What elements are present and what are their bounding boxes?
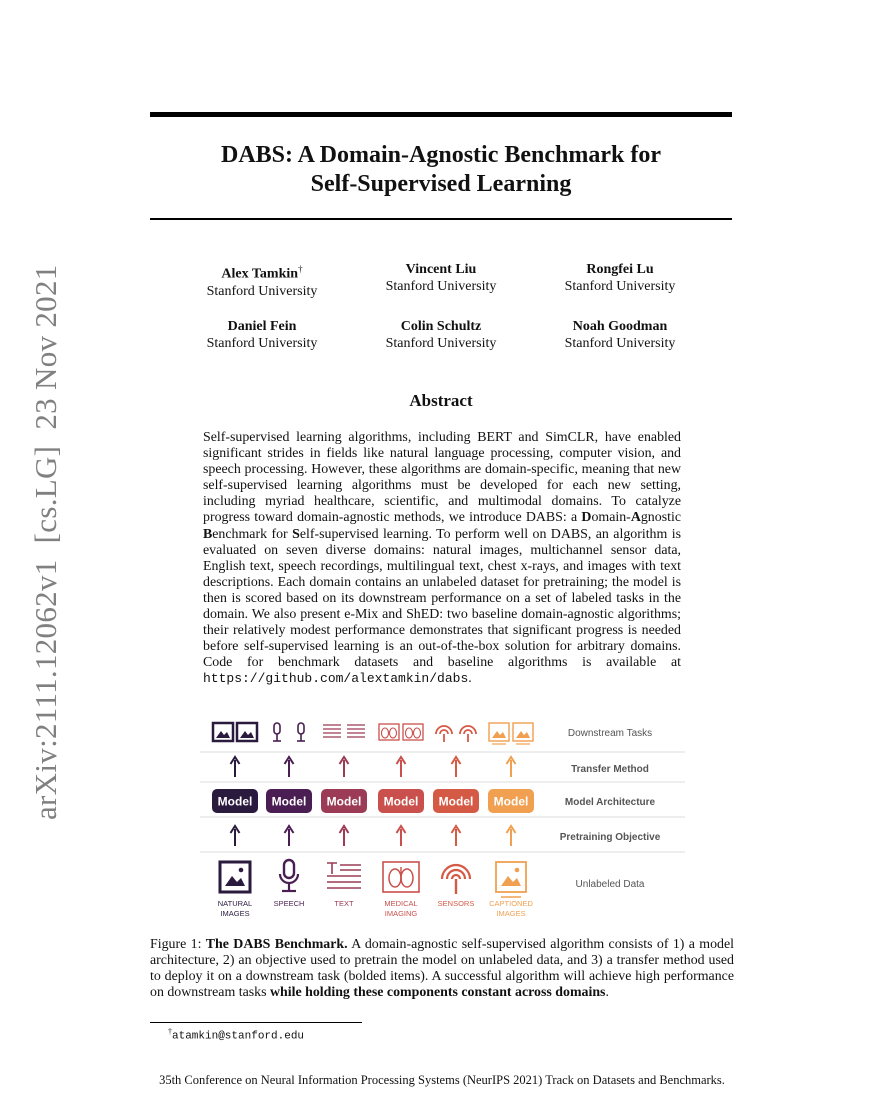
model-box	[321, 789, 367, 813]
conference-note: 35th Conference on Neural Information Processing Systems (NeurIPS 2021) Track on Datasets and Benchmarks.	[159, 1073, 725, 1087]
model-box	[266, 789, 312, 813]
author-name: Colin Schultz	[400, 319, 482, 334]
figure-row-label: Transfer Method	[571, 764, 649, 775]
abstract-body: Self-supervised learning algorithms, including BERT and SimCLR, have enabled significant strides in fields like natural language processing, computer vision, and speech processing. However, these algorithms are domain-specific, meaning that new self-supervised learning algorithms must be developed for each new setting, including myriad healthcare, scientific, and multimodal domains. To catalyze progress toward domain-agnostic methods, we introduce DABS: a Domain-Agnostic Benchmark for Self-supervised learning. To perform well on DABS, an algorithm is evaluated on seven diverse domains: natural images, multichannel sensor data, English text, speech recordings, multilingual text, chest x-rays, and images with text descriptions. Each domain contains an unlabeled dataset for pretraining; the model is then is scored based on its downstream performance on a set of labeled tasks in the domain. We also present e-Mix and ShED: two baseline domain-agnostic algorithms; their relatively modest performance demonstrates that significant progress is needed before self-supervised learning is an out-of-the-box solution for arbitrary domains. Code for benchmark datasets and baseline algorithms is available at https://github.com/alextamkin/dabs.	[203, 430, 682, 687]
author-name: Alex Tamkin	[221, 266, 299, 282]
author-name: Daniel Fein	[227, 319, 297, 334]
domain-label: IMAGES	[496, 909, 526, 918]
dabs-benchmark-figure	[200, 712, 700, 927]
author-name: Vincent Liu	[405, 262, 477, 277]
author-affiliation: Stanford University	[385, 279, 497, 294]
model-box	[212, 789, 258, 813]
author-affiliation: Stanford University	[564, 279, 676, 294]
domain-label: SENSORS	[437, 899, 475, 908]
author	[177, 261, 347, 300]
image-icon	[237, 723, 257, 741]
model-label: Model	[438, 794, 474, 809]
captioned-image-icon	[513, 723, 533, 744]
title-top-rule	[150, 112, 732, 117]
lungs-icon	[379, 724, 399, 740]
author-affiliation: Stanford University	[206, 283, 318, 299]
text-icon	[347, 725, 365, 737]
domain-label: MEDICAL	[384, 899, 418, 908]
figure-row-label: Downstream Tasks	[567, 728, 653, 739]
microphone-icon	[273, 723, 281, 741]
title-bottom-rule	[150, 218, 732, 220]
paper-title	[150, 141, 732, 199]
author	[535, 318, 705, 352]
model-box	[433, 789, 479, 813]
footnote-mark: †	[168, 1027, 172, 1036]
domain-column	[378, 724, 424, 918]
model-box	[378, 789, 424, 813]
model-label: Model	[326, 794, 362, 809]
domain-label: TEXT	[334, 899, 354, 908]
domain-label: NATURAL	[217, 899, 253, 908]
domain-label: IMAGES	[220, 909, 250, 918]
captioned-image-icon	[489, 723, 509, 744]
domain-label: CAPTIONED	[489, 899, 533, 908]
text-icon	[327, 863, 361, 888]
abstract-heading: Abstract	[409, 391, 473, 410]
signal-icon	[436, 726, 452, 742]
footnote-rule	[150, 1022, 362, 1023]
signal-icon	[460, 726, 476, 742]
model-label: Model	[271, 794, 307, 809]
model-label: Model	[493, 794, 529, 809]
figure-row-label: Pretraining Objective	[559, 832, 661, 843]
author-affiliation: Stanford University	[385, 336, 497, 351]
author-name: Noah Goodman	[572, 319, 668, 334]
lungs-icon	[403, 724, 423, 740]
figure-row-label: Model Architecture	[564, 797, 656, 808]
author-affiliation: Stanford University	[206, 336, 318, 351]
image-icon	[220, 862, 250, 892]
microphone-icon	[280, 860, 298, 891]
signal-icon	[442, 865, 470, 894]
footnote	[168, 1027, 304, 1043]
model-label: Model	[217, 794, 253, 809]
model-label: Model	[383, 794, 419, 809]
author	[535, 261, 705, 295]
domain-column	[266, 723, 312, 908]
author-footnote-mark: †	[298, 264, 303, 274]
figure-caption: Figure 1: The DABS Benchmark. A domain-agnostic self-supervised algorithm consists of 1) a model architecture, 2) an objective used to pretrain the model on unlabeled data, and 3) a transfer method used to deploy it on a downstream task (bolded items). A successful algorithm will achieve high performance on downstream tasks while holding these components constant across domains.	[150, 937, 734, 1001]
figure-row-label: Unlabeled Data	[575, 879, 645, 890]
domain-label: SPEECH	[273, 899, 305, 908]
author-name: Rongfei Lu	[586, 262, 654, 277]
arxiv-identifier: arXiv:2111.12062v1 [cs.LG] 23 Nov 2021	[28, 264, 63, 820]
lungs-icon	[383, 862, 419, 892]
model-box	[488, 789, 534, 813]
title-line-2: Self-Supervised Learning	[310, 171, 572, 197]
code-repository-link[interactable]: https://github.com/alextamkin/dabs	[203, 671, 469, 687]
author	[177, 318, 347, 352]
author	[356, 318, 526, 352]
title-line-1: DABS: A Domain-Agnostic Benchmark for	[220, 142, 661, 168]
author-affiliation: Stanford University	[564, 336, 676, 351]
domain-label: IMAGING	[384, 909, 418, 918]
text-icon	[323, 725, 341, 737]
image-icon	[213, 723, 233, 741]
author	[356, 261, 526, 295]
captioned-image-icon	[496, 862, 526, 897]
microphone-icon	[297, 723, 305, 741]
footnote-email[interactable]: atamkin@stanford.edu	[172, 1030, 305, 1043]
